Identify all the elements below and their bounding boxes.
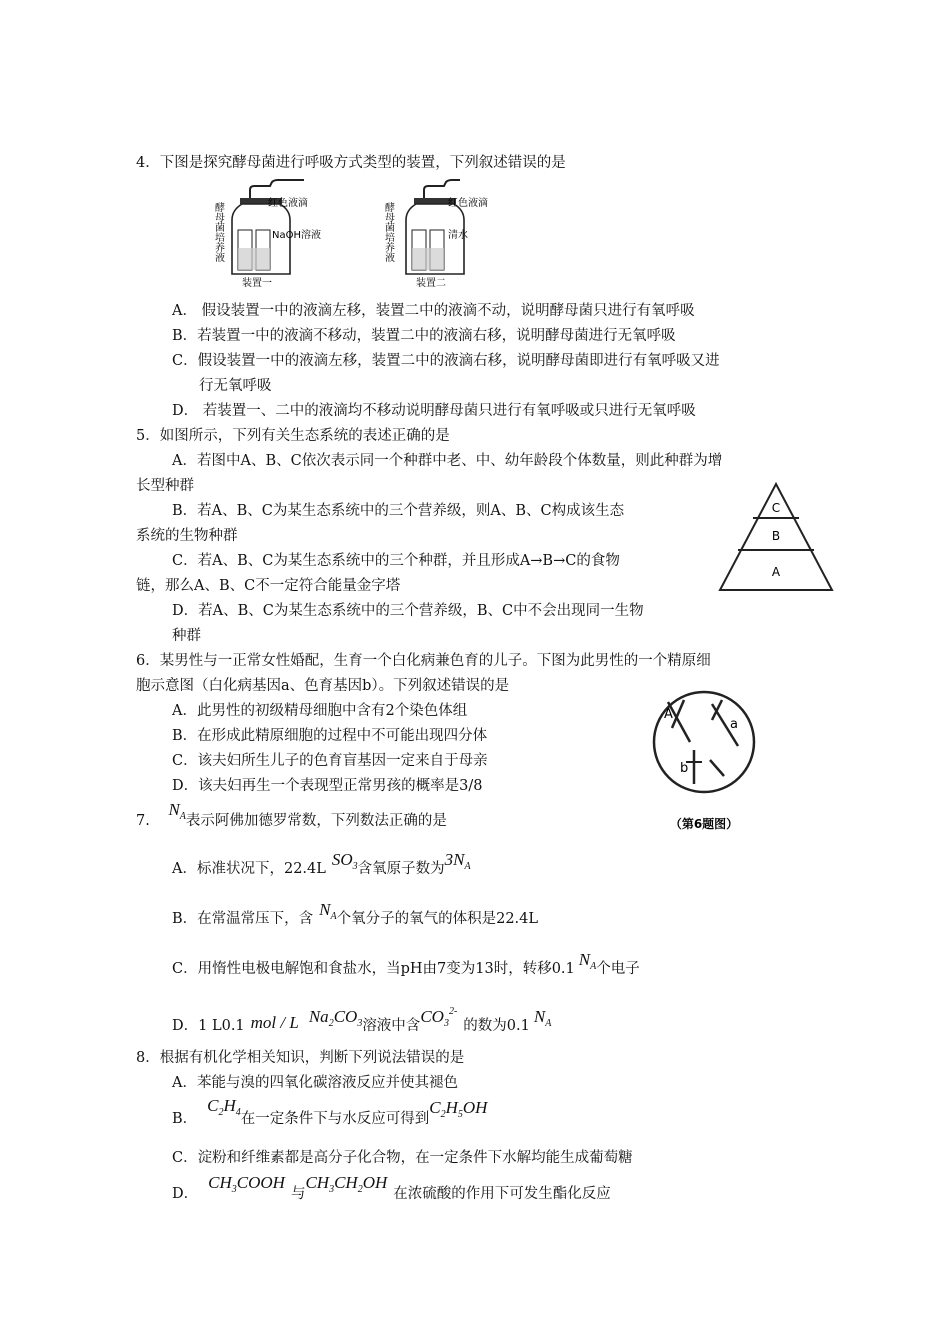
q4-stem: 4．下图是探究酵母菌进行呼吸方式类型的装置，下列叙述错误的是 [136,155,566,171]
q6-option-b: B．在形成此精原细胞的过程中不可能出现四分体 [172,728,488,744]
q4-option-c-line1: C．假设装置一中的液滴左移，装置二中的液滴右移，说明酵母菌即进行有氧呼吸又进 [172,353,720,369]
svg-text:红色液滴: 红色液滴 [268,198,308,209]
q6-option-a: A．此男性的初级精母细胞中含有2个染色体组 [172,703,468,719]
svg-text:NaOH溶液: NaOH溶液 [272,230,321,241]
pyramid-level-b: B [771,529,781,543]
q6-stem-line1: 6．某男性与一正常女性婚配，生育一个白化病兼色育的儿子。下图为此男性的一个精原细 [136,653,711,669]
q6-option-c: C．该夫妇所生儿子的色育盲基因一定来自于母亲 [172,753,488,769]
avogadro-symbol: $N_A$ [168,800,186,822]
q8-option-a: A．苯能与溴的四氧化碳溶液反应并使其褪色 [172,1075,458,1091]
svg-text:酵母菌培养液: 酵母菌培养液 [382,202,394,262]
q5-option-d-line1: D．若A、B、C为某生态系统中的三个营养级，B、C中不会出现同一生物 [172,603,644,619]
q5-pyramid-figure [718,482,834,594]
q6-stem-line2: 胞示意图（白化病基因a、色育基因b）。下列叙述错误的是 [136,678,510,694]
q7-option-a: A．标准状况下，22.4L $SO_3$含氧原子数为$3N_A$ [172,850,471,877]
q5-option-a-line1: A．若图中A、B、C依次表示同一个种群中老、中、幼年龄段个体数量，则此种群为增 [172,453,723,469]
q5-stem: 5．如图所示，下列有关生态系统的表述正确的是 [136,428,450,444]
device-two [383,180,489,289]
q4-option-c-line2: 行无氧呼吸 [199,378,272,394]
svg-text:清水: 清水 [448,230,468,241]
svg-text:酵母菌培养液: 酵母菌培养液 [212,202,224,262]
q7-option-c: C．用惰性电极电解饱和食盐水，当pH由7变为13时，转移0.1 $N_A$个电子 [172,950,640,977]
svg-text:红色液滴: 红色液滴 [448,198,488,209]
q7-option-d: D．1 L0.1 mol / L $Na_2CO_3$溶液中含$CO_3^{2-}$的数为0.1 $N_A$ [172,1006,552,1034]
gene-label-a-lower: a [730,717,738,732]
q8-option-b: B．$C_2H_4$在一定条件下与水反应可得到$C_2H_5OH$ [172,1096,488,1127]
pyramid-level-a: A [771,565,781,579]
q5-option-b-line1: B．若A、B、C为某生态系统中的三个营养级，则A、B、C构成该生态 [172,503,625,519]
pyramid-level-c: C [771,501,781,515]
device-one [213,180,322,289]
figure-caption: （第6题图） [669,817,739,831]
gene-label-b: b [680,761,689,776]
svg-text:装置一: 装置一 [242,278,272,289]
q6-option-d: D．该夫妇再生一个表现型正常男孩的概率是3/8 [172,778,483,794]
q6-cell-figure [650,680,762,832]
q8-stem: 8．根据有机化学相关知识，判断下列说法错误的是 [136,1050,465,1066]
q7-option-b: B．在常温常压下，含 $N_A$个氧分子的氧气的体积是22.4L [172,900,539,927]
q5-option-d-line2: 种群 [172,628,201,644]
q5-option-a-line2: 长型种群 [136,478,194,494]
gene-label-a-upper: A [664,707,673,722]
q5-option-c-line1: C．若A、B、C为某生态系统中的三个种群，并且形成A→B→C的食物 [172,553,620,569]
q7-stem: 7. $N_A$表示阿佛加德罗常数，下列数法正确的是 [136,800,447,829]
q4-option-b: B．若装置一中的液滴不移动，装置二中的液滴右移，说明酵母菌进行无氧呼吸 [172,328,676,344]
q4-option-d: D． 若装置一、二中的液滴均不移动说明酵母菌只进行有氧呼吸或只进行无氧呼吸 [172,403,696,419]
q4-option-a: A． 假设装置一中的液滴左移，装置二中的液滴不动，说明酵母菌只进行有氧呼吸 [172,303,695,319]
q5-option-c-line2: 链，那么A、B、C不一定符合能量金字塔 [136,578,401,594]
q8-option-c: C．淀粉和纤维素都是高分子化合物，在一定条件下水解均能生成葡萄糖 [172,1150,633,1166]
q8-option-d: D．$CH_3COOH$与$CH_3CH_2OH$在浓硫酸的作用下可发生酯化反应 [172,1173,611,1202]
q4-apparatus-figure [212,176,488,294]
q5-option-b-line2: 系统的生物种群 [136,528,238,544]
svg-text:装置二: 装置二 [416,278,446,289]
